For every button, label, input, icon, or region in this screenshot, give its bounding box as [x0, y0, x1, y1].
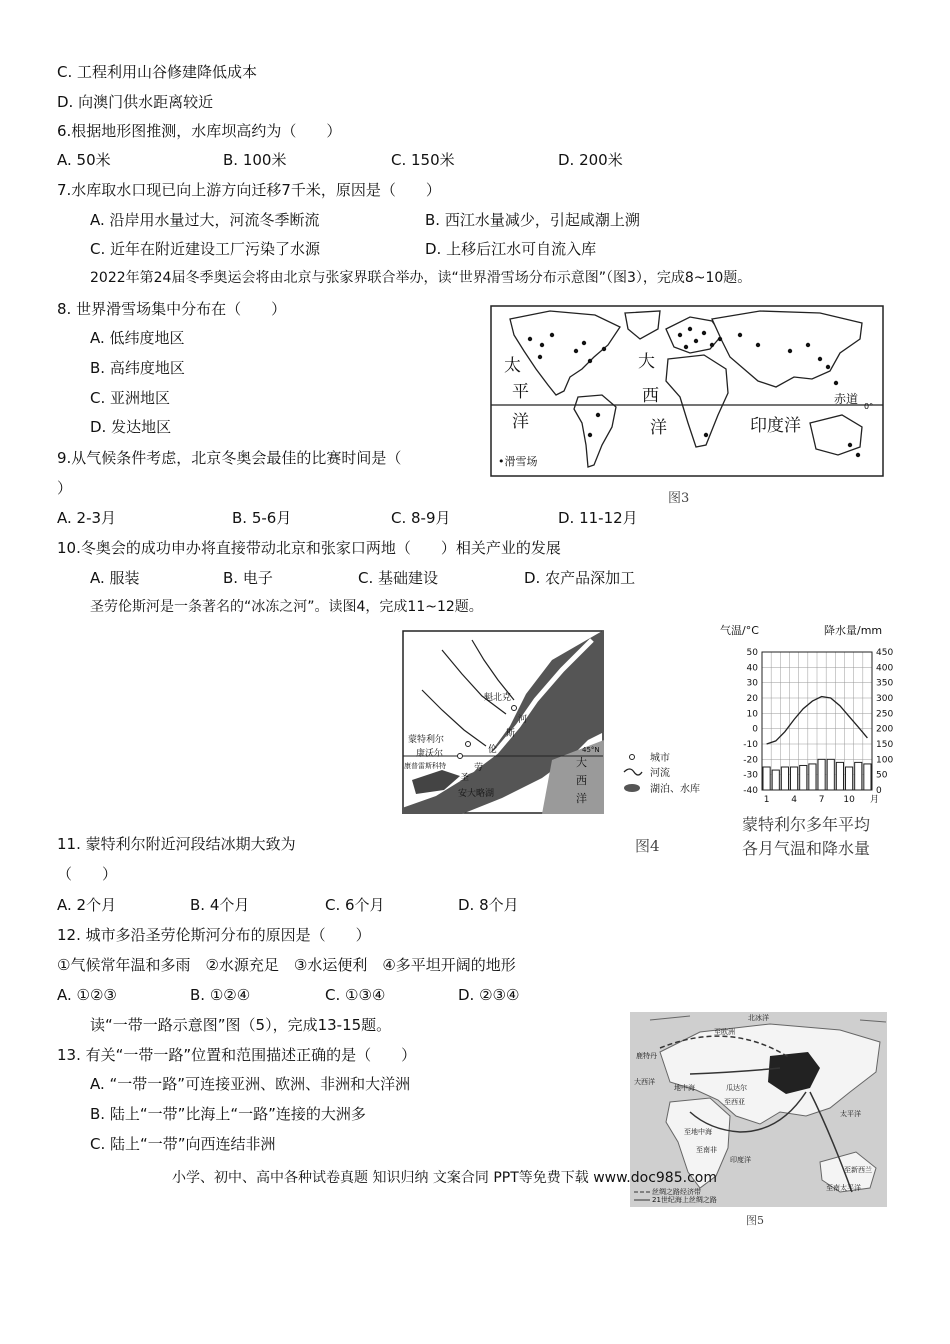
- fig3-label-zero-degree: 0°: [864, 402, 874, 411]
- y-tick-label: -40: [743, 786, 758, 796]
- fig3-label-tai: 太: [504, 356, 521, 376]
- fig4-legend-lake: 湖泊、水库: [650, 784, 700, 795]
- q5-option-c: C. 工程利用山谷修建降低成本: [57, 63, 258, 81]
- precip-bar: [763, 767, 770, 790]
- fig3-label-yang1: 洋: [512, 412, 529, 432]
- precip-bar: [791, 767, 798, 790]
- fig4-legend-city: 城市: [650, 753, 670, 764]
- q11-stem: 11. 蒙特利尔附近河段结冰期大致为: [57, 835, 296, 853]
- precip-bar: [772, 770, 779, 790]
- y2-tick-label: 100: [876, 755, 894, 766]
- q8-option-a: A. 低纬度地区: [90, 329, 185, 347]
- fig4-label-da: 大: [576, 756, 587, 769]
- q9-option-b: B. 5-6月: [232, 509, 292, 527]
- footer-text: 小学、初中、高中各种试卷真题 知识归纳 文案合同 PPT等免费下载 www.doc985.com: [172, 1170, 717, 1186]
- q12-stem: 12. 城市多沿圣劳伦斯河分布的原因是（ ）: [57, 926, 371, 944]
- y-tick-label: -30: [743, 770, 758, 781]
- fig5-legend-belt: 丝绸之路经济带: [652, 1188, 701, 1196]
- q13-stem: 13. 有关“一带一路”位置和范围描述正确的是（ ）: [57, 1046, 417, 1064]
- y-tick-label: -10: [743, 740, 758, 750]
- intro-8-10: 2022年第24届冬季奥运会将由北京与张家界联合举办，读“世界滑雪场分布示意图”（图3），完成8~10题。: [90, 270, 752, 286]
- q8-option-c: C. 亚洲地区: [90, 389, 171, 407]
- fig5-label-to-south-pacific: 至南太平洋: [826, 1184, 861, 1192]
- fig4-label-he: 河: [518, 715, 528, 725]
- y-tick-label: 50: [746, 648, 758, 658]
- q6-stem: 6.根据地形图推测，水库坝高约为（ ）: [57, 122, 342, 140]
- q8-stem: 8. 世界滑雪场集中分布在（ ）: [57, 300, 287, 318]
- x-axis-label: 月: [870, 795, 880, 805]
- fig5-legend-road: 21世纪海上丝绸之路: [652, 1196, 717, 1204]
- precip-bar: [809, 764, 816, 790]
- x-tick-label: 4: [791, 795, 797, 805]
- chart-right-axis-title: 降水量/mm: [824, 624, 883, 637]
- y-tick-label: 0: [752, 724, 758, 735]
- fig5-label-arctic: 北冰洋: [748, 1014, 769, 1022]
- fig4-label-montreal: 蒙特利尔: [408, 735, 445, 745]
- q11-option-b: B. 4个月: [190, 896, 250, 914]
- q9-option-d: D. 11-12月: [558, 509, 638, 527]
- y-tick-label: -20: [743, 755, 758, 766]
- figure-4-legend: [620, 748, 712, 798]
- q13-option-b: B. 陆上“一带”比海上“一路”连接的大洲多: [90, 1105, 366, 1123]
- fig5-label-indian-ocean: 印度洋: [730, 1156, 751, 1164]
- fig3-label-ping: 平: [512, 382, 529, 402]
- q9-option-a: A. 2-3月: [57, 509, 117, 527]
- fig5-label-rotterdam: 鹿特丹: [636, 1052, 657, 1060]
- fig5-label-to-new-zealand: 至新西兰: [844, 1166, 872, 1174]
- figure-4-climate-chart: [716, 620, 894, 815]
- intro-11-12: 圣劳伦斯河是一条著名的“冰冻之河”。读图4，完成11~12题。: [90, 599, 483, 615]
- q9-option-c: C. 8-9月: [391, 509, 451, 527]
- fig4-label-latitude: 45°N: [582, 746, 600, 754]
- q7-option-a: A. 沿岸用水量过大，河流冬季断流: [90, 211, 320, 229]
- q6-option-d: D. 200米: [558, 151, 623, 169]
- fig4-caption: 图4: [635, 837, 660, 855]
- fig4-label-xi: 西: [576, 774, 587, 787]
- q12-option-d: D. ②③④: [458, 986, 520, 1004]
- q6-option-a: A. 50米: [57, 151, 111, 169]
- figure-3-map: [490, 305, 884, 477]
- fig4-label-lake-ontario: 安大略湖: [458, 789, 495, 799]
- q7-option-d: D. 上移后江水可自流入库: [425, 240, 597, 258]
- fig5-label-to-south-africa: 至南非: [696, 1146, 717, 1154]
- y-tick-label: 30: [746, 678, 758, 689]
- y-tick-label: 40: [746, 663, 758, 674]
- fig4-label-cornwall: 康沃尔: [416, 749, 444, 759]
- fig3-label-da: 大: [638, 352, 655, 372]
- x-tick-label: 1: [763, 795, 770, 805]
- y2-tick-label: 450: [876, 648, 894, 658]
- fig3-label-equator: 赤道: [834, 392, 859, 406]
- precip-bar: [800, 765, 807, 790]
- y2-tick-label: 0: [876, 786, 882, 796]
- y2-tick-label: 50: [876, 770, 888, 781]
- fig5-caption: 图5: [746, 1214, 764, 1227]
- precip-bar: [818, 759, 825, 790]
- y2-tick-label: 250: [876, 709, 894, 720]
- fig4-legend-river: 河流: [650, 768, 670, 779]
- fig5-label-gwadar: 瓜达尔: [726, 1084, 747, 1092]
- precip-bar: [827, 759, 834, 790]
- q5-option-d: D. 向澳门供水距离较近: [57, 93, 214, 111]
- q13-option-c: C. 陆上“一带”向西连结非洲: [90, 1135, 276, 1153]
- precip-bar: [846, 767, 853, 790]
- q8-option-b: B. 高纬度地区: [90, 359, 185, 377]
- fig4-label-si: 斯: [506, 729, 516, 739]
- y2-tick-label: 350: [876, 678, 894, 689]
- x-tick-label: 10: [843, 795, 855, 805]
- fig4-label-sheng: 圣: [460, 773, 470, 783]
- figure-4-map: [402, 630, 604, 814]
- q10-option-d: D. 农产品深加工: [524, 569, 636, 587]
- q6-option-c: C. 150米: [391, 151, 455, 169]
- fig4-label-quebec: 魁北克: [484, 693, 512, 703]
- fig4-label-lao: 劳: [474, 763, 484, 773]
- fig5-label-to-west-asia: 至西亚: [724, 1098, 745, 1106]
- q7-option-c: C. 近年在附近建设工厂污染了水源: [90, 240, 321, 258]
- q10-option-a: A. 服装: [90, 569, 140, 587]
- precip-bar: [836, 762, 843, 790]
- fig3-label-yang2: 洋: [650, 418, 667, 438]
- fig5-label-to-mediterranean: 至地中海: [684, 1128, 712, 1136]
- chart-caption-line1: 蒙特利尔多年平均: [742, 815, 871, 834]
- q9-stem-cont: ）: [57, 479, 73, 497]
- fig3-label-xi: 西: [642, 386, 659, 406]
- fig4-label-yang: 洋: [576, 792, 587, 805]
- q11-option-a: A. 2个月: [57, 896, 117, 914]
- y-tick-label: 20: [746, 694, 758, 704]
- q6-option-b: B. 100米: [223, 151, 287, 169]
- fig5-label-atlantic: 大西洋: [634, 1078, 655, 1086]
- y2-tick-label: 200: [876, 724, 894, 735]
- q12-option-c: C. ①③④: [325, 986, 386, 1004]
- fig5-label-pacific: 太平洋: [840, 1110, 861, 1118]
- intro-13-15: 读“一带一路示意图”图（5），完成13-15题。: [90, 1016, 392, 1034]
- y2-tick-label: 150: [876, 740, 894, 750]
- q13-option-a: A. “一带一路”可连接亚洲、欧洲、非洲和大洋洲: [90, 1075, 411, 1093]
- chart-left-axis-title: 气温/°C: [720, 624, 759, 637]
- q12-option-a: A. ①②③: [57, 986, 117, 1004]
- q9-stem: 9.从气候条件考虑，北京冬奥会最佳的比赛时间是（: [57, 449, 402, 467]
- q10-option-c: C. 基础建设: [358, 569, 439, 587]
- q12-statements: ①气候常年温和多雨 ②水源充足 ③水运便利 ④多平坦开阔的地形: [57, 956, 516, 974]
- x-tick-label: 7: [818, 795, 825, 805]
- q11-stem-cont: （ ）: [57, 865, 118, 883]
- y2-tick-label: 300: [876, 694, 894, 704]
- q7-option-b: B. 西江水量减少，引起咸潮上溯: [425, 211, 640, 229]
- fig5-label-mediterranean: 地中海: [674, 1084, 695, 1092]
- y2-tick-label: 400: [876, 663, 894, 674]
- q8-option-d: D. 发达地区: [90, 418, 172, 436]
- q12-option-b: B. ①②④: [190, 986, 251, 1004]
- q7-stem: 7.水库取水口现已向上游方向迁移7千米，原因是（ ）: [57, 181, 441, 199]
- fig4-label-lun: 伦: [488, 745, 498, 755]
- q11-option-d: D. 8个月: [458, 896, 519, 914]
- fig3-legend: •滑雪场: [498, 455, 538, 468]
- fig3-caption: 图3: [668, 491, 690, 506]
- precip-bar: [781, 767, 788, 790]
- chart-caption-line2: 各月气温和降水量: [742, 839, 871, 858]
- fig4-label-prescott: 康普雷斯科特: [404, 762, 446, 770]
- q11-option-c: C. 6个月: [325, 896, 385, 914]
- fig3-label-indian-ocean: 印度洋: [750, 416, 801, 436]
- precip-bar: [864, 764, 871, 790]
- y-tick-label: 10: [746, 709, 758, 720]
- fig5-label-to-europe: 至欧洲: [714, 1028, 735, 1036]
- q10-stem: 10.冬奥会的成功申办将直接带动北京和张家口两地（ ）相关产业的发展: [57, 539, 561, 557]
- q10-option-b: B. 电子: [223, 569, 273, 587]
- precip-bar: [855, 762, 862, 790]
